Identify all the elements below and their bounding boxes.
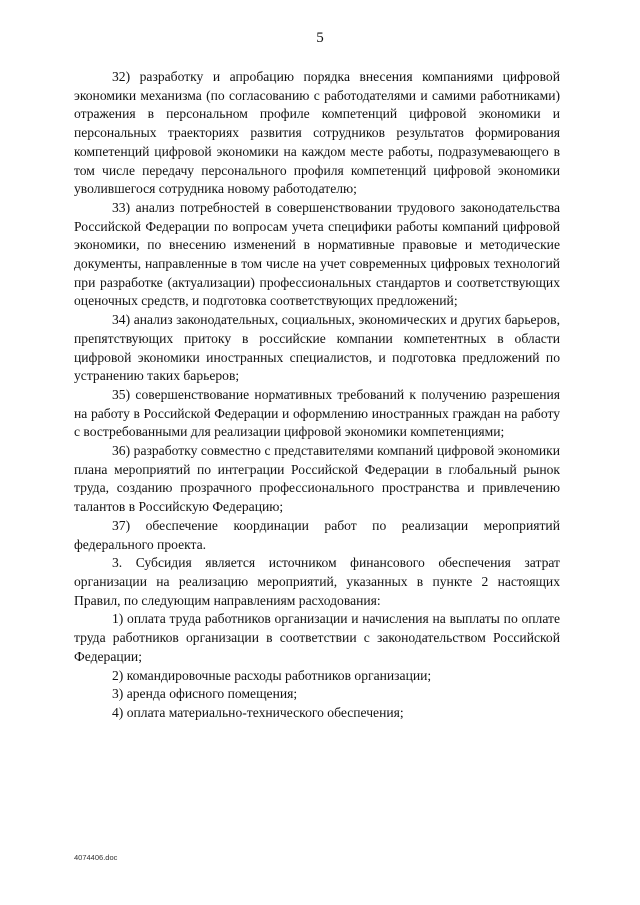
list-item-34: 34) анализ законодательных, социальных, экономических и других барьеров, препятствующих притоку в российские компании компетентных в области цифровой экономики иностранных специалистов, и подготовка предложений по устранению таких барьеров; [74, 312, 560, 384]
document-file-code: 4074406.doc [74, 853, 118, 862]
expense-item-1: 1) оплата труда работников организации и начисления на выплаты по оплате труда работников организации в соответствии с законодательством Российской Федерации; [74, 611, 560, 664]
list-item-36: 36) разработку совместно с представителями компаний цифровой экономики плана мероприятий по интеграции Российской Федерации в глобальный рынок труда, созданию прозрачного профессионального пространства и привлечению талантов в Российскую Федерацию; [74, 443, 560, 515]
expense-item-3: 3) аренда офисного помещения; [112, 686, 298, 702]
list-item-33: 33) анализ потребностей в совершенствовании трудового законодательства Российской Федерации по вопросам учета специфики работы компаний цифровой экономики, по внесению изменений в нормативные правовые и методические документы, направленные в том числе на учет современных цифровых технологий при разработке (актуализации) профессиональных стандартов и соответствующих оценочных средств, и подготовка соответствующих предложений; [74, 199, 560, 309]
list-item-32: 32) разработку и апробацию порядка внесения компаниями цифровой экономики механизма (по согласованию с работодателями и самими работниками) отражения в персональном профиле компетенций цифровой экономики и персональных траекториях развития сотрудников результатов формирования компетенций цифровой экономики на каждом месте работы, подразумевающего в том числе передачу персонального профиля компетенций цифровой экономики уволившегося сотрудника новому работодателю; [74, 69, 560, 197]
document-body [74, 68, 560, 723]
list-item-35: 35) совершенствование нормативных требований к получению разрешения на работу в Российской Федерации и оформлению иностранных граждан на работу с востребованными для реализации цифровой экономики компетенциями; [74, 386, 560, 440]
page-number: 5 [316, 30, 324, 46]
expense-item-4: 4) оплата материально-технического обеспечения; [112, 704, 404, 720]
expense-item-2: 2) командировочные расходы работников организации; [112, 667, 432, 683]
list-item-37: 37) обеспечение координации работ по реализации мероприятий федерального проекта. [74, 517, 560, 552]
section-3-paragraph: 3. Субсидия является источником финансового обеспечения затрат организации на реализацию мероприятий, указанных в пункте 2 настоящих Правил, по следующим направлениям расходования: [74, 555, 560, 608]
